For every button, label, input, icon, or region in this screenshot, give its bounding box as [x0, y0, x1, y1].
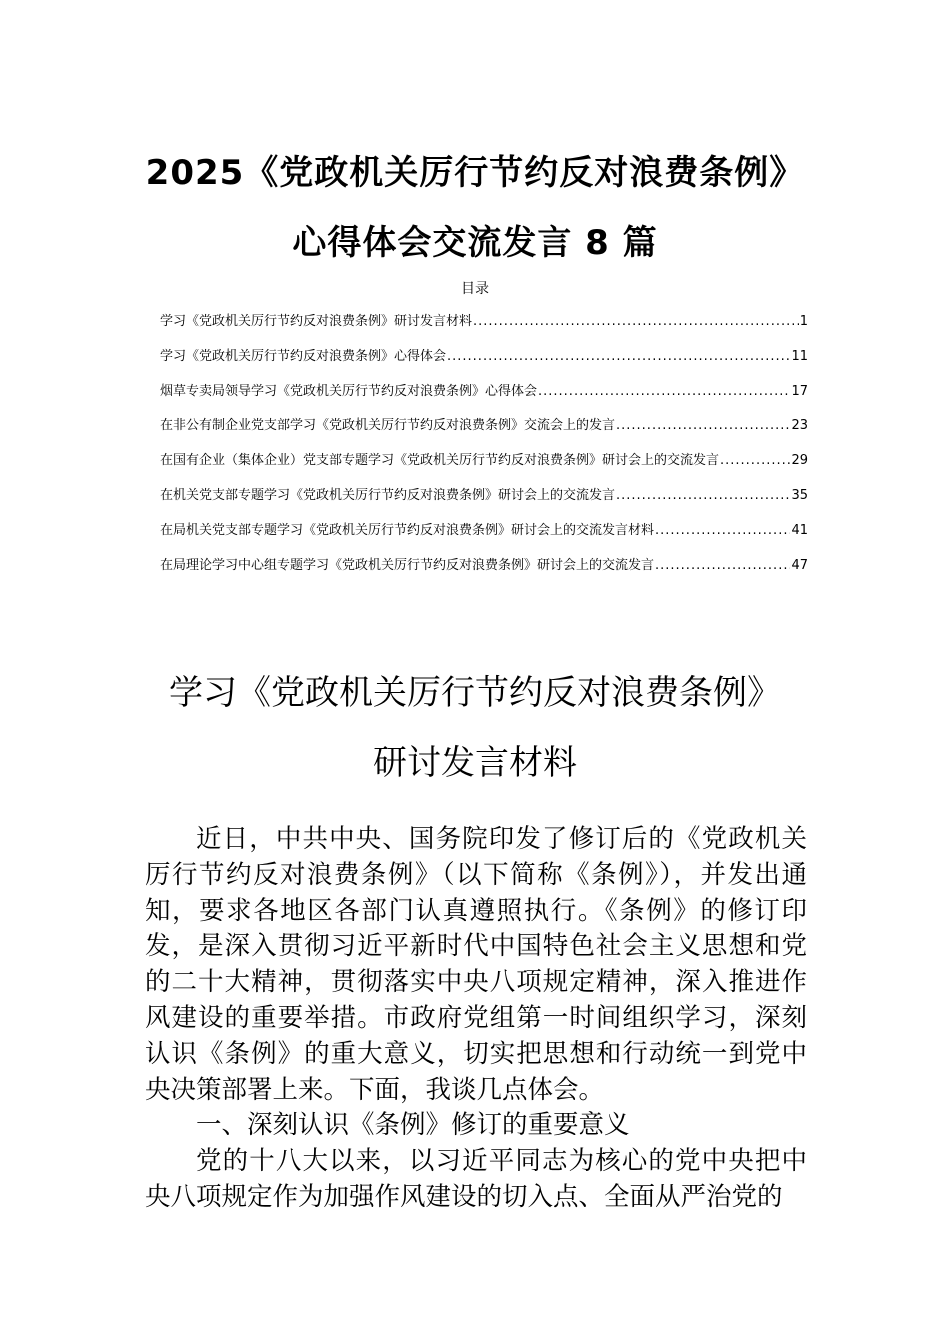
- toc-entry[interactable]: [160, 519, 808, 554]
- toc-entry-text: 在机关党支部专题学习《党政机关厉行节约反对浪费条例》研讨会上的交流发言: [160, 487, 616, 503]
- toc-entry-page: 29: [791, 453, 808, 469]
- toc-entry-page: 23: [791, 418, 808, 434]
- document-title-line-2: 心得体会交流发言 8 篇: [292, 223, 658, 263]
- toc-entry-text: 烟草专卖局领导学习《党政机关厉行节约反对浪费条例》心得体会: [160, 383, 538, 399]
- toc-entry[interactable]: [160, 554, 808, 589]
- body-paragraph: 党的十八大以来，以习近平同志为核心的党中央把中央八项规定作为加强作风建设的切入点、全面从严治党的: [145, 1146, 807, 1212]
- toc-entry-page: 41: [791, 522, 808, 538]
- body-paragraph: 近日，中共中央、国务院印发了修订后的《党政机关厉行节约反对浪费条例》（以下简称《条例》），并发出通知，要求各地区各部门认真遵照执行。《条例》的修订印发，是深入贯彻习近平新时代中国特色社会主义思想和党的二十大精神，贯彻落实中央八项规定精神，深入推进作风建设的重要举措。市政府党组第一时间组织学习，深刻认识《条例》的重大意义，切实把思想和行动统一到党中央决策部署上来。下面，我谈几点体会。: [145, 824, 807, 1105]
- toc-entry-text: 在非公有制企业党支部学习《党政机关厉行节约反对浪费条例》交流会上的发言: [160, 418, 616, 434]
- toc-entry[interactable]: [160, 449, 808, 484]
- toc-entry-text: 在局理论学习中心组专题学习《党政机关厉行节约反对浪费条例》研讨会上的交流发言: [160, 557, 655, 573]
- toc-entry-page: 11: [791, 348, 808, 364]
- toc-entry-page: 47: [791, 557, 808, 573]
- toc-entry[interactable]: [160, 484, 808, 519]
- document-title-line-1: 2025《党政机关厉行节约反对浪费条例》: [145, 153, 805, 193]
- section-subheading: 一、深刻认识《条例》修订的重要意义: [196, 1110, 630, 1141]
- toc-entry-page: 17: [791, 383, 808, 399]
- toc-leader-dots: [538, 384, 790, 399]
- toc-entry-text: 在局机关党支部专题学习《党政机关厉行节约反对浪费条例》研讨会上的交流发言材料: [160, 522, 655, 538]
- section-body: [145, 822, 807, 1216]
- toc-leader-dots: [447, 349, 790, 364]
- toc-leader-dots: [616, 488, 790, 503]
- toc-entry-page: 35: [791, 487, 808, 503]
- toc-entry-text: 在国有企业（集体企业）党支部专题学习《党政机关厉行节约反对浪费条例》研讨会上的交流发言: [160, 453, 720, 469]
- toc-leader-dots: [473, 314, 799, 329]
- table-of-contents: [160, 310, 808, 588]
- toc-entry-text: 学习《党政机关厉行节约反对浪费条例》心得体会: [160, 348, 447, 364]
- toc-leader-dots: [655, 523, 790, 538]
- toc-heading: 目录: [461, 281, 489, 297]
- toc-entry-page: 1: [799, 314, 808, 329]
- toc-entry-text: 学习《党政机关厉行节约反对浪费条例》研讨发言材料: [160, 314, 473, 329]
- toc-leader-dots: [655, 558, 790, 573]
- toc-leader-dots: [720, 453, 790, 468]
- toc-entry[interactable]: [160, 345, 808, 380]
- toc-entry[interactable]: [160, 310, 808, 345]
- section-title-line-2: 研讨发言材料: [373, 743, 577, 783]
- toc-entry[interactable]: [160, 380, 808, 415]
- toc-entry[interactable]: [160, 414, 808, 449]
- toc-leader-dots: [616, 418, 790, 433]
- section-title-line-1: 学习《党政机关厉行节约反对浪费条例》: [169, 673, 781, 713]
